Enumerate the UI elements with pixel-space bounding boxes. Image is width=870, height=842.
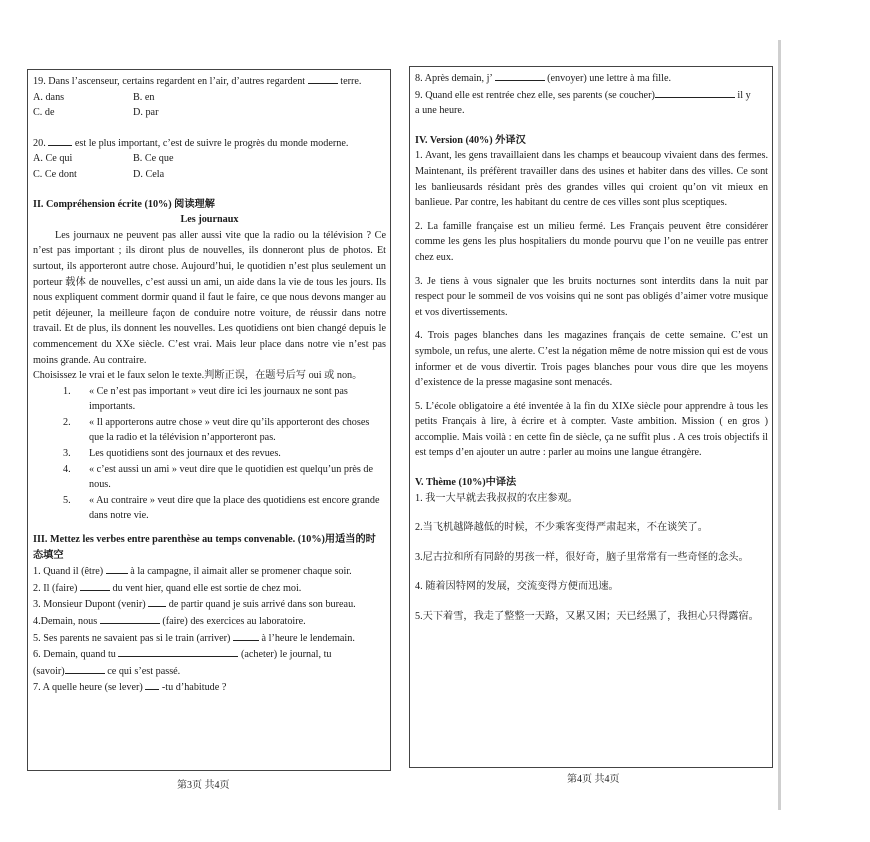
fill-line: 4.Demain, nous (faire) des exercices au laboratoire. <box>33 613 386 630</box>
version-paragraph-3: 3. Je tiens à vous signaler que les bruits nocturnes sont interdits dans la nuit par respect pour le sommeil de vos voisins qui ne sont pas obligés d’aimer votre musique et vos divertissements. <box>415 275 768 318</box>
answer-blank[interactable] <box>148 596 166 607</box>
answer-blank[interactable] <box>655 87 735 98</box>
list-item: 5. « Au contraire » veut dire que la place des quotidiens est encore grande dans notre vie. <box>63 494 380 522</box>
fill-line: 9. Quand elle est rentrée chez elle, ses parents (se coucher) il y <box>415 87 768 104</box>
answer-blank[interactable] <box>145 679 159 690</box>
theme-item-3: 3.尼古拉和所有同龄的男孩一样，很好奇，脑子里常常有一些奇怪的念头。 <box>415 551 749 563</box>
list-item: 2. « Il apporterons autre chose » veut dire qu’ils apporteront des choses que la radio et la télévision n’apporteront pas. <box>63 416 370 444</box>
reading-passage: Les journaux ne peuvent pas aller aussi vite que la radio ou la télévision ? Ce n’est pas important ; ils diront plus de nouvelles, ils donneront plus de photos. Et surtout, ils apporteront autre chose. Aujourd’hui, le quotidien n’est plus seulement un porteur 载体 de nouvelles, c’est aussi un ami, un aide dans la vie de tous les jours. Ils nous expliquent comment dormir quand il faut le faire, ce que nous devons manger au petit déjeuner, la meilleure façon de conduire notre voiture, de réussir dans notre travail. Et de plus, ils donnent les nouvelles. Les quotidiens ont bien changé depuis le commencement du XXe siècle. C’est vrai. Mais leur place dans notre vie n’est pas moins grande. Au contraire. <box>33 229 386 366</box>
answer-blank[interactable] <box>308 73 338 84</box>
section-4-title: IV. Version (40%) 外译汉 <box>415 134 526 146</box>
passage-title: Les journaux <box>180 214 239 226</box>
page-number: 第4页 共4页 <box>567 774 620 785</box>
version-paragraph-5: 5. L’école obligatoire a été inventée à la fin du XIXe siècle pour apprendre à tous les petits Français à lire, à écrire et à compter. Vaste ambition. Mission ( en gros ) accomplie. Mais voilà : en cette fin de siècle, ça ne suffit plus . A ces trois objectifs il est temps d’en ajouter un autre : parler au moins une langue étrangère. <box>415 400 768 459</box>
list-item: 1. « Ce n’est pas important » veut dire ici les journaux ne sont pas importants. <box>63 385 348 413</box>
page-number: 第3页 共4页 <box>177 780 230 791</box>
exam-page-4: 8. Après demain, j’ (envoyer) une lettre à ma fille. 9. Quand elle est rentrée chez elle, ses parents (se coucher) il y a une heure. IV. Version (40%) 外译汉 1. Avant, les gens travaillaient dans les champs et beaucoup vivaient dans des fermes. Maintenant, ils préfèrent travailler dans des usines et habiter dans des villes. Ce sont les banlieusards résidant près des grandes villes qui croient qu’on vit mieux en banlieue. Par contre, les habitant du centre de ces villes sont plus sceptiques. 2. La famille française est un milieu fermé. Les Français peuvent être considérer comme les gens les plus hospitaliers du monde pourvu que l’on ne veuille pas entrer chez eux. 3. Je tiens à vous signaler que les bruits nocturnes sont interdits dans la nuit par respect pour le sommeil de vos voisins qui ne sont pas obligés d’aimer votre musique et vos divertissements. 4. Trois pages blanches dans les magazines français de cette semaine. C’est un symbole, un refus, une alerte. C’est la négation même de notre mission qui est de vous informer et de vous divertir. Trois pages blanches pour vous dire que les moyens d’existence de la presse magasine sont menacés. 5. L’école obligatoire a été inventée à la fin du XIXe siècle pour apprendre à tous les petits Français à lire, à écrire et à compter. Vaste ambition. Mission ( en gros ) accomplie. Mais voilà : en cette fin de siècle, ça ne suffit plus . A ces trois objectifs il est temps d’en ajouter un autre : parler au moins une langue étrangère. V. Thème (10%)中译法 1. 我一大早就去我叔叔的农庄参观。 2.当飞机越降越低的时候，不少乘客变得严肃起来，不在谈笑了。 3.尼古拉和所有同龄的男孩一样，很好奇，脑子里常常有一些奇怪的念头。 4. 随着因特网的发展，交流变得方便而迅速。 5.天下着雪，我走了整整一天路，又累又困；天已经黑了，我担心只得露宿。 <box>409 66 773 768</box>
section-5-title: V. Thème (10%)中译法 <box>415 477 517 489</box>
fill-line: 2. Il (faire) du vent hier, quand elle est sortie de chez moi. <box>33 580 386 597</box>
answer-blank[interactable] <box>80 580 110 591</box>
answer-blank[interactable] <box>106 563 128 574</box>
theme-item-5: 5.天下着雪，我走了整整一天路，又累又困；天已经黑了，我担心只得露宿。 <box>415 611 759 623</box>
answer-blank[interactable] <box>233 630 259 641</box>
fill-line: 1. Quand il (être) à la campagne, il aimait aller se promener chaque soir. <box>33 563 386 580</box>
version-paragraph-4: 4. Trois pages blanches dans les magazines français de cette semaine. C’est un symbole, un refus, une alerte. C’est la négation même de notre mission qui est de vous informer et de vous divertir. Trois pages blanches pour vous dire que les moyens d’existence de la presse magasine sont menacés. <box>415 330 768 389</box>
options-row: C. de D. par <box>33 107 159 119</box>
fill-line: 6. Demain, quand tu (acheter) le journal, tu <box>33 646 386 663</box>
fill-line: 8. Après demain, j’ (envoyer) une lettre à ma fille. <box>415 70 768 87</box>
fill-line: (savoir) ce qui s’est passé. <box>33 663 386 680</box>
answer-blank[interactable] <box>118 646 238 657</box>
instruction: Choisissez le vrai et le faux selon le texte.判断正误，在题号后写 oui 或 non。 <box>33 370 363 382</box>
answer-blank[interactable] <box>65 663 105 674</box>
fill-line: 5. Ses parents ne savaient pas si le train (arriver) à l’heure le lendemain. <box>33 630 386 647</box>
version-paragraph-2: 2. La famille française est un milieu fermé. Les Français peuvent être considérer comme les gens les plus hospitaliers du monde pourvu que l’on ne veuille pas entrer chez eux. <box>415 220 768 263</box>
fill-line: 3. Monsieur Dupont (venir) de partir quand je suis arrivé dans son bureau. <box>33 596 386 613</box>
section-3-title: III. Mettez les verbes entre parenthèse au temps convenable. (10%)用适当的时态填空 <box>33 534 376 561</box>
options-row: C. Ce dont D. Cela <box>33 168 165 180</box>
answer-blank[interactable] <box>48 135 72 146</box>
scan-edge <box>778 40 781 810</box>
options-row: A. dans B. en <box>33 91 155 103</box>
exam-page-3 <box>27 69 391 771</box>
list-item: 4. « c’est aussi un ami » veut dire que le quotidien est quelqu’un près de nous. <box>63 463 374 491</box>
true-false-list <box>33 384 386 524</box>
fill-line: 7. A quelle heure (se lever) -tu d’habitude ? <box>33 679 386 696</box>
list-item: 3. Les quotidiens sont des journaux et des revues. <box>63 448 281 460</box>
answer-blank[interactable] <box>495 70 545 81</box>
version-paragraph-1: 1. Avant, les gens travaillaient dans les champs et beaucoup vivaient dans des fermes. Maintenant, ils préfèrent travailler dans des usines et habiter dans des villes. Ce sont les banlieusards résidant près des grandes villes qui croient qu’on vit mieux en banlieue. Par contre, les habitant du centre de ces villes sont plus sceptiques. <box>415 150 768 209</box>
section-2-title: II. Compréhension écrite (10%) 阅读理解 <box>33 198 215 210</box>
theme-item-1: 1. 我一大早就去我叔叔的农庄参观。 <box>415 492 578 504</box>
answer-blank[interactable] <box>100 613 160 624</box>
question-19: 19. Dans l’ascenseur, certains regardent en l’air, d’autres regardent terre. <box>33 73 386 90</box>
options-row: A. Ce qui B. Ce que <box>33 153 174 165</box>
theme-item-4: 4. 随着因特网的发展，交流变得方便而迅速。 <box>415 581 619 593</box>
theme-item-2: 2.当飞机越降越低的时候，不少乘客变得严肃起来，不在谈笑了。 <box>415 522 708 534</box>
question-20: 20. est le plus important, c’est de suivre le progrès du monde moderne. <box>33 135 386 152</box>
